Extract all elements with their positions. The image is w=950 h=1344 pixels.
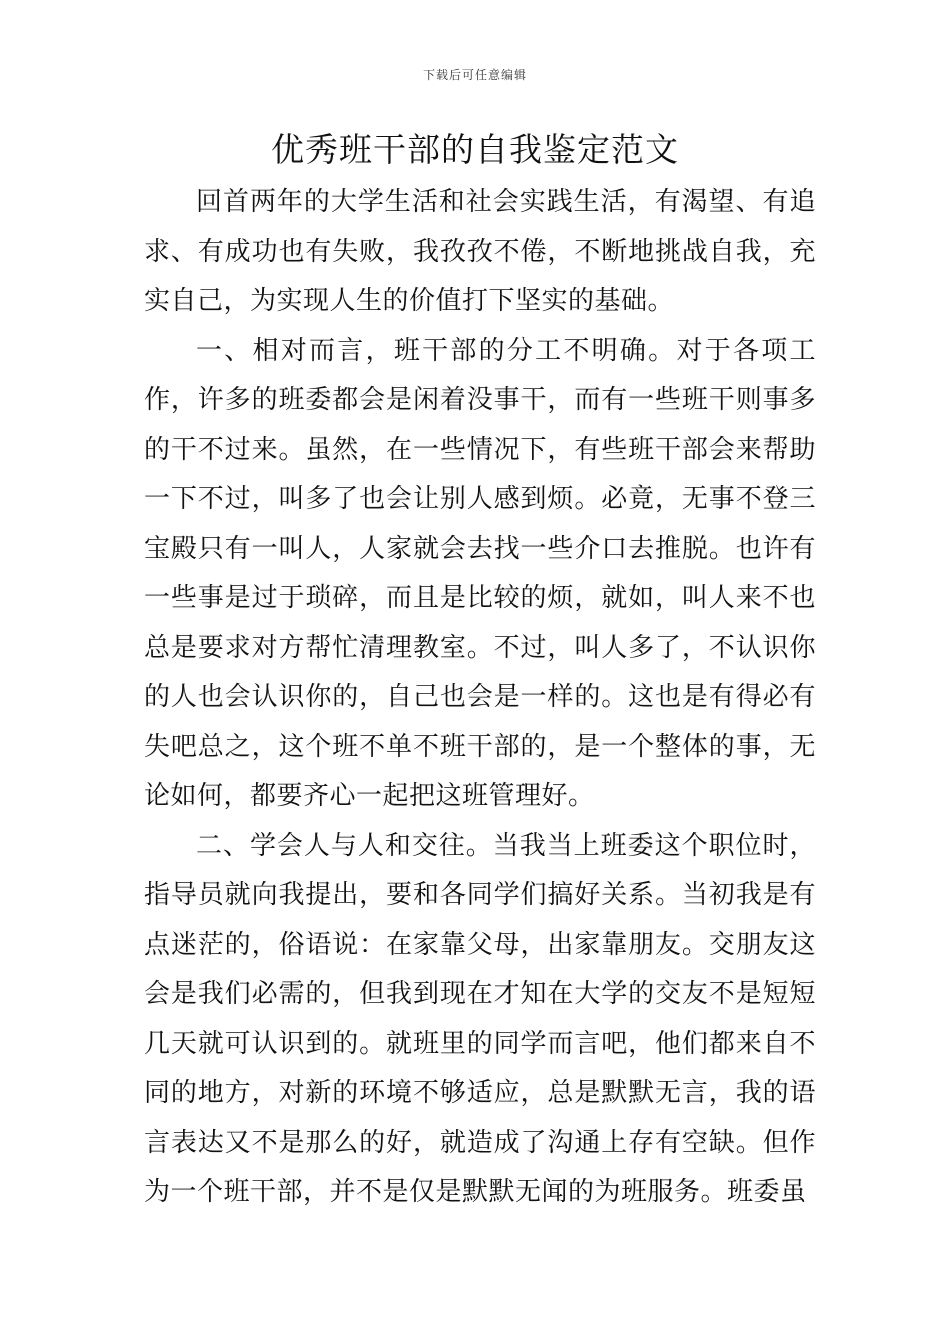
document-title: 优秀班干部的自我鉴定范文 bbox=[271, 130, 679, 169]
paragraph-section-1: 一、相对而言，班干部的分工不明确。对于各项工作，许多的班委都会是闲着没事干，而有一些班干则事多的干不过来。虽然，在一些情况下，有些班干部会来帮助一下不过，叫多了也会让别人感到烦。必竟，无事不登三宝殿只有一叫人，人家就会去找一些介口去推脱。也许有一些事是过于琐碎，而且是比较的烦，就如，叫人来不也总是要求对方帮忙清理教室。不过，叫人多了，不认识你的人也会认识你的，自己也会是一样的。这也是有得必有失吧总之，这个班不单不班干部的，是一个整体的事，无论如何，都要齐心一起把这班管理好。 bbox=[144, 335, 816, 811]
paragraph-section-2: 二、学会人与人和交往。当我当上班委这个职位时，指导员就向我提出，要和各同学们搞好关系。当初我是有点迷茫的，俗语说：在家靠父母，出家靠朋友。交朋友这会是我们必需的，但我到现在才知在大学的交友不是短短几天就可认识到的。就班里的同学而言吧，他们都来自不同的地方，对新的环境不够适应，总是默默无言，我的语言表达又不是那么的好，就造成了沟通上存有空缺。但作为一个班干部，并不是仅是默默无闻的为班服务。班委虽 bbox=[144, 830, 816, 1207]
document-body bbox=[144, 178, 816, 1218]
header-note: 下载后可任意编辑 bbox=[422, 68, 527, 82]
paragraph-intro: 回首两年的大学生活和社会实践生活，有渴望、有追求、有成功也有失败，我孜孜不倦，不断地挑战自我，充实自己，为实现人生的价值打下坚实的基础。 bbox=[144, 187, 816, 316]
